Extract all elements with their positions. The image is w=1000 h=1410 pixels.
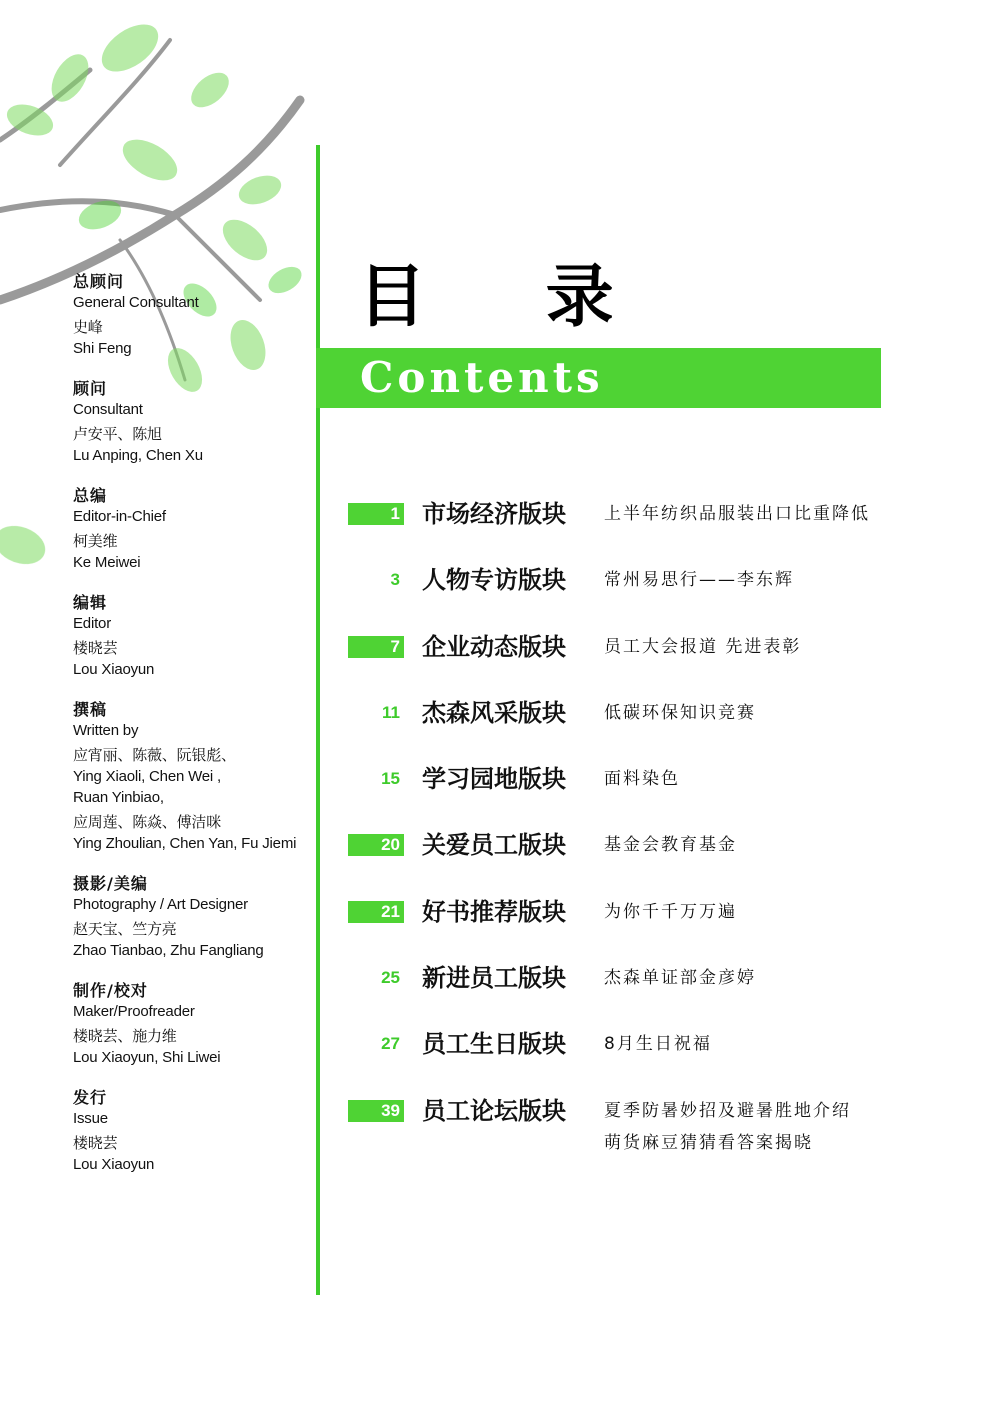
credit-role-cn: 发行 [73, 1088, 108, 1107]
toc-page-number: 27 [381, 1034, 400, 1054]
toc-entry[interactable] [348, 1095, 908, 1161]
credit-block [73, 486, 313, 573]
credit-name-line: Lou Xiaoyun [73, 661, 155, 678]
credit-block [73, 1088, 313, 1175]
credit-names [73, 317, 313, 359]
credit-role-en: Photography / Art Designer [73, 896, 248, 913]
credit-names [73, 1133, 313, 1175]
toc-section-title: 企业动态版块 [422, 632, 566, 661]
credit-name-line: Ying Xiaoli, Chen Wei , [73, 768, 221, 785]
toc-page-number: 11 [382, 702, 400, 722]
toc-section-title: 关爱员工版块 [422, 831, 566, 860]
credit-role-cn: 顾问 [73, 379, 108, 398]
toc-article-title: 基金会教育基金 [604, 835, 737, 856]
toc-article-title: 萌货麻豆猜猜看答案揭晓 [604, 1132, 813, 1153]
toc-entry[interactable] [348, 962, 908, 1028]
toc-page-number: 25 [381, 968, 400, 988]
toc-articles [604, 965, 756, 997]
credit-block [73, 981, 313, 1068]
credit-names [73, 638, 313, 680]
credit-role-en: Maker/Proofreader [73, 1003, 195, 1020]
toc-articles [604, 1031, 712, 1063]
credit-name-line: 应宵丽、陈薇、阮银彪、 [73, 746, 236, 764]
credit-role-en: Editor-in-Chief [73, 508, 166, 525]
credit-name-line: Ruan Yinbiao, [73, 789, 164, 806]
credit-role-en: Consultant [73, 401, 143, 418]
toc-page-number: 15 [381, 769, 400, 789]
toc-page-number: 21 [348, 901, 404, 923]
toc-article-title: 常州易思行——李东辉 [604, 570, 794, 591]
toc-entry[interactable] [348, 697, 908, 763]
page-title-en: Contents [360, 353, 604, 402]
credit-names [73, 1026, 313, 1068]
toc-articles [604, 832, 737, 864]
credit-role-cn: 总顾问 [73, 272, 125, 291]
credit-names [73, 531, 313, 573]
credit-name-line: Lou Xiaoyun, Shi Liwei [73, 1049, 221, 1066]
toc-page-number: 1 [348, 503, 404, 525]
toc-article-title: 8月生日祝福 [604, 1034, 712, 1055]
credit-name-line: 楼晓芸、施力维 [73, 1027, 177, 1045]
toc-section-title: 人物专访版块 [422, 566, 566, 595]
toc-articles [604, 634, 801, 666]
toc-section-title: 新进员工版块 [422, 964, 566, 993]
toc-page-number: 7 [348, 636, 404, 658]
toc-article-title: 夏季防暑妙招及避暑胜地介绍 [604, 1100, 851, 1121]
table-of-contents [348, 498, 908, 1161]
toc-article-title: 低碳环保知识竞赛 [604, 702, 756, 723]
toc-section-title: 学习园地版块 [422, 765, 566, 794]
credit-block [73, 593, 313, 680]
toc-article-title: 为你千千万万遍 [604, 901, 737, 922]
toc-articles [604, 1098, 851, 1162]
credit-name-line: Zhao Tianbao, Zhu Fangliang [73, 942, 264, 959]
toc-section-title: 员工论坛版块 [422, 1096, 566, 1125]
toc-entry[interactable] [348, 498, 908, 564]
credit-block [73, 379, 313, 466]
credit-name-line: Lou Xiaoyun [73, 1156, 155, 1173]
toc-article-title: 杰森单证部金彦婷 [604, 968, 756, 989]
toc-section-title: 市场经济版块 [422, 500, 566, 528]
credit-role-en: Written by [73, 722, 139, 739]
credit-role-cn: 摄影/美编 [73, 874, 148, 893]
toc-entry[interactable] [348, 631, 908, 697]
toc-section-title: 好书推荐版块 [422, 897, 566, 926]
credit-names [73, 745, 313, 854]
credit-names [73, 919, 313, 961]
toc-entry[interactable] [348, 763, 908, 829]
vertical-divider [316, 145, 320, 1295]
masthead [73, 272, 313, 1195]
credit-name-line: Shi Feng [73, 340, 132, 357]
credit-name-line: 应周莲、陈焱、傅洁咪 [73, 813, 222, 831]
toc-entry[interactable] [348, 829, 908, 895]
toc-articles [604, 501, 870, 533]
credit-block [73, 272, 313, 359]
credit-name-line: 赵天宝、竺方亮 [73, 920, 177, 938]
credit-name-line: 楼晓芸 [73, 1134, 118, 1152]
credit-name-line: 柯美维 [73, 532, 118, 550]
toc-section-title: 员工生日版块 [422, 1030, 566, 1059]
toc-article-title: 上半年纺织品服装出口比重降低 [604, 504, 870, 524]
credit-role-cn: 总编 [73, 486, 108, 505]
toc-section-title: 杰森风采版块 [422, 698, 566, 727]
credit-role-en: Editor [73, 615, 111, 632]
credit-name-line: Ying Zhoulian, Chen Yan, Fu Jiemi [73, 835, 297, 852]
toc-article-title: 面料染色 [604, 769, 680, 790]
credit-block [73, 874, 313, 961]
toc-entry[interactable] [348, 564, 908, 630]
toc-articles [604, 700, 756, 732]
toc-entry[interactable] [348, 896, 908, 962]
credit-name-line: Ke Meiwei [73, 554, 141, 571]
toc-article-title: 员工大会报道 先进表彰 [604, 636, 802, 657]
credit-name-line: 卢安平、陈旭 [73, 425, 162, 443]
credit-role-en: Issue [73, 1110, 108, 1127]
page-title-cn: 目 录 [358, 258, 662, 337]
credit-name-line: 楼晓芸 [73, 639, 118, 657]
credit-name-line: 史峰 [73, 318, 103, 336]
credit-role-cn: 制作/校对 [73, 981, 148, 1000]
toc-page-number: 20 [348, 834, 404, 856]
credit-role-cn: 撰稿 [73, 700, 108, 719]
toc-page-number: 3 [390, 570, 400, 590]
toc-entry[interactable] [348, 1028, 908, 1094]
credit-role-en: General Consultant [73, 294, 199, 311]
toc-page-number: 39 [348, 1100, 404, 1122]
credit-block [73, 700, 313, 854]
credit-role-cn: 编辑 [73, 593, 108, 612]
credit-name-line: Lu Anping, Chen Xu [73, 447, 203, 464]
toc-articles [604, 567, 794, 599]
toc-articles [604, 899, 737, 931]
credit-names [73, 424, 313, 466]
toc-articles [604, 766, 680, 798]
